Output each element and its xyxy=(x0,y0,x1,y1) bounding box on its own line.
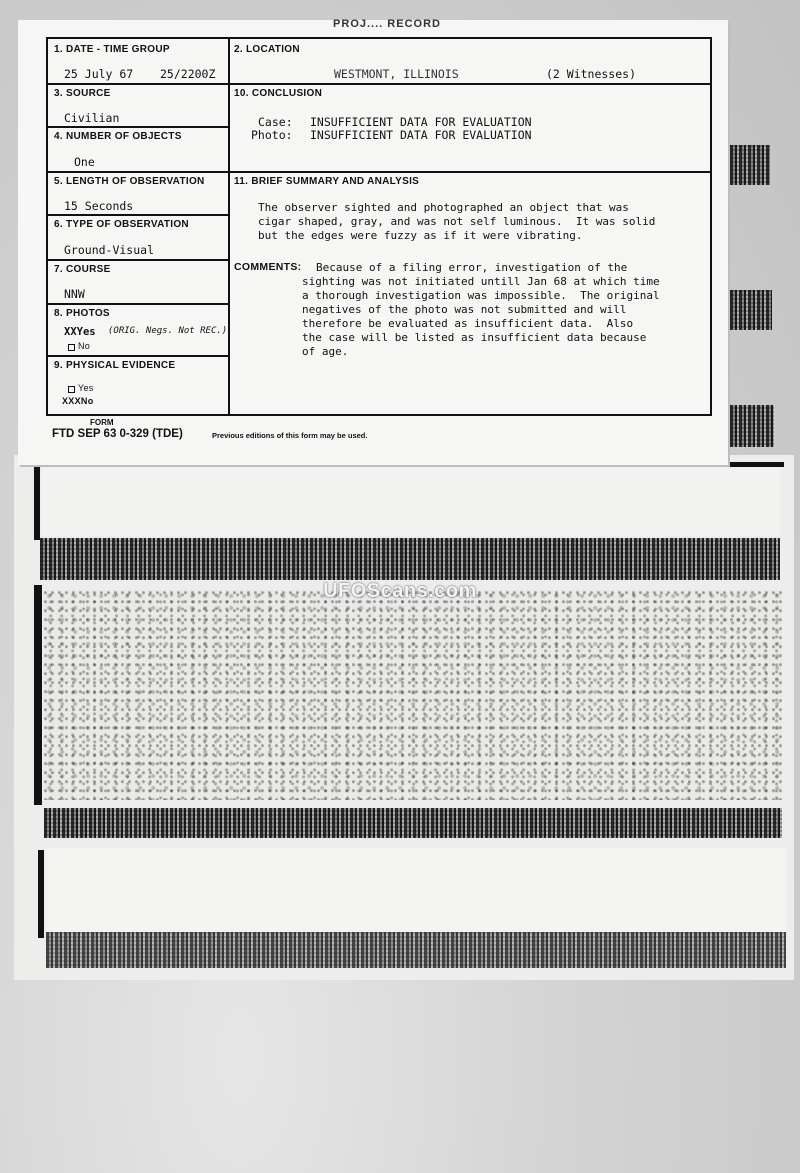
comments-label: COMMENTS: xyxy=(234,261,302,273)
comments-line-6: the case will be listed as insufficient data because xyxy=(302,331,647,344)
summary-line-2: cigar shaped, gray, and was not self luminous. It was solid xyxy=(258,215,656,228)
record-title: PROJ.... RECORD xyxy=(333,18,441,30)
comments-line-4: negatives of the photo was not submitted and will xyxy=(302,303,627,316)
photos-no: No xyxy=(78,341,91,351)
comments-line-5: therefore be evaluated as insufficient data. Also xyxy=(302,317,634,330)
course-value: NNW xyxy=(64,287,85,301)
edge-patch-1 xyxy=(730,145,770,185)
noise-strip-1 xyxy=(40,538,780,580)
comments-line-1: Because of a filing error, investigation of the xyxy=(316,261,628,274)
noise-strip-3 xyxy=(46,932,786,968)
physical-evidence-label: 9. PHYSICAL EVIDENCE xyxy=(54,360,176,371)
watermark: UFOScans.com xyxy=(323,580,477,602)
conclusion-photo-label: Photo: xyxy=(251,128,293,142)
photos-no-checkbox xyxy=(68,344,75,351)
number-of-objects-label: 4. NUMBER OF OBJECTS xyxy=(54,131,182,142)
conclusion-case-label: Case: xyxy=(258,115,293,129)
blank-panel-2 xyxy=(46,848,786,932)
form-id: FTD SEP 63 0-329 (TDE) xyxy=(52,428,183,440)
dark-bar-left-2 xyxy=(34,585,42,805)
witnesses-value: (2 Witnesses) xyxy=(546,67,637,81)
number-of-objects-value: One xyxy=(74,155,95,169)
length-of-observation-label: 5. LENGTH OF OBSERVATION xyxy=(54,176,205,187)
photos-label: 8. PHOTOS xyxy=(54,308,110,319)
type-of-observation-label: 6. TYPE OF OBSERVATION xyxy=(54,219,189,230)
noise-panel xyxy=(44,590,782,800)
date-value: 25 July 67 xyxy=(64,67,134,81)
source-value: Civilian xyxy=(64,111,120,125)
course-label: 7. COURSE xyxy=(54,264,111,275)
noise-strip-2 xyxy=(44,808,782,838)
photos-yes-note: (ORIG. Negs. Not REC.) xyxy=(108,326,228,336)
form-word: FORM xyxy=(90,418,114,427)
conclusion-photo-value: INSUFFICIENT DATA FOR EVALUATION xyxy=(310,128,532,142)
physical-evidence-yes: Yes xyxy=(78,383,94,393)
location-value: WESTMONT, ILLINOIS xyxy=(334,67,459,81)
edge-patch-3 xyxy=(730,405,774,447)
dark-bar-left-1 xyxy=(34,462,40,540)
column-divider xyxy=(228,39,230,414)
photos-yes: XXYes xyxy=(64,326,96,338)
length-of-observation-value: 15 Seconds xyxy=(64,199,134,213)
type-of-observation-value: Ground-Visual xyxy=(64,243,155,257)
time-value: 25/2200Z xyxy=(160,67,216,81)
form-table xyxy=(46,37,712,416)
comments-line-3: a thorough investigation was impossible. The original xyxy=(302,289,660,302)
blank-panel-1 xyxy=(42,468,780,536)
comments-line-2: sighting was not initiated untill Jan 68 at which time xyxy=(302,275,660,288)
edge-patch-2 xyxy=(730,290,772,330)
physical-evidence-yes-checkbox xyxy=(68,386,75,393)
conclusion-label: 10. CONCLUSION xyxy=(234,88,323,99)
physical-evidence-no: XXXNo xyxy=(62,396,94,406)
source-label: 3. SOURCE xyxy=(54,88,111,99)
location-label: 2. LOCATION xyxy=(234,44,300,55)
summary-line-3: but the edges were fuzzy as if it were vibrating. xyxy=(258,229,583,242)
comments-line-7: of age. xyxy=(302,345,349,358)
summary-label: 11. BRIEF SUMMARY AND ANALYSIS xyxy=(234,176,420,187)
conclusion-case-value: INSUFFICIENT DATA FOR EVALUATION xyxy=(310,115,532,129)
summary-line-1: The observer sighted and photographed an object that was xyxy=(258,201,629,214)
date-time-group-label: 1. DATE - TIME GROUP xyxy=(54,44,170,55)
dark-bar-left-3 xyxy=(38,850,44,938)
form-note: Previous editions of this form may be used. xyxy=(212,431,368,440)
